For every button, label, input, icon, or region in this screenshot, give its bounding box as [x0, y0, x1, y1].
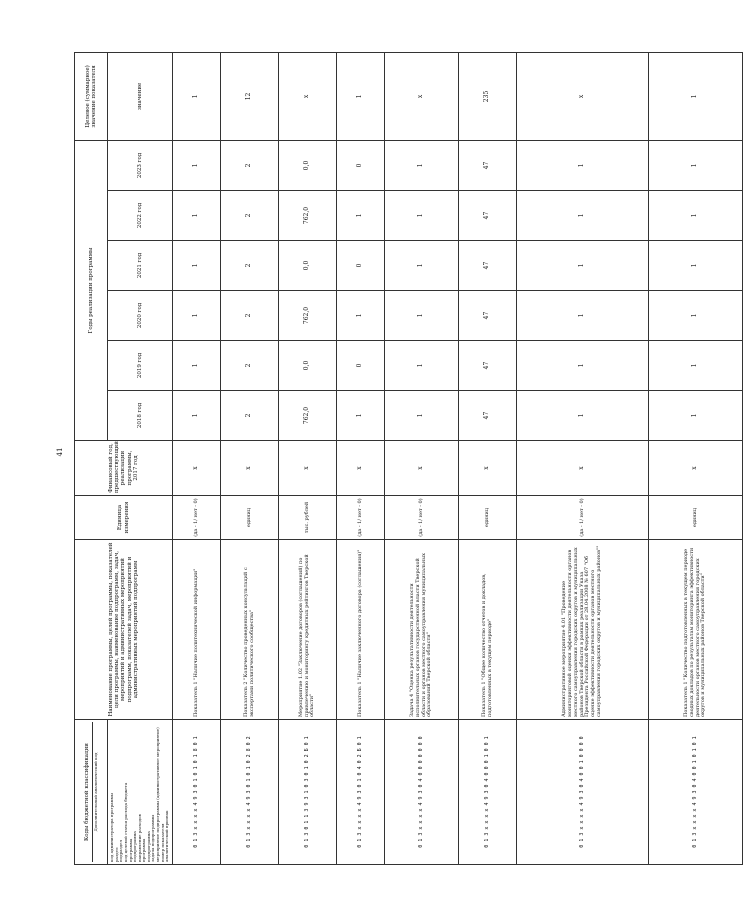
year-value-cell: 1 [517, 241, 649, 291]
base-year-cell: x [649, 441, 743, 496]
year-header-2020: 2020 год [108, 291, 173, 341]
year-value-cell: 0,0 [279, 341, 337, 391]
kbk-csr-label: код целевой статьи расхода бюджета [122, 782, 128, 862]
base-year-cell: x [279, 441, 337, 496]
year-value-cell: 2 [221, 191, 279, 241]
kbk-title: Коды бюджетной классификации [83, 743, 90, 841]
year-value-cell: 0 [337, 341, 385, 391]
year-value-cell: 1 [385, 140, 459, 190]
year-value-cell: 762,0 [279, 291, 337, 341]
base-year-cell: x [385, 441, 459, 496]
year-value-cell: 47 [459, 341, 517, 391]
unit-cell: (да - 1/ нет - 0) [517, 496, 649, 540]
year-value-cell: 0 [337, 241, 385, 291]
kbk-subheaders [108, 720, 173, 865]
year-value-cell: 1 [173, 391, 221, 441]
table-row [517, 52, 649, 864]
final-value-cell: 1 [173, 52, 221, 140]
base-year-cell: x [173, 441, 221, 496]
unit-cell: единиц [459, 496, 517, 540]
kbk-csr-napr-label: направление расходов [136, 814, 142, 862]
year-header-2019: 2019 год [108, 341, 173, 391]
year-value-cell: 762,0 [279, 191, 337, 241]
year-value-cell: 47 [459, 241, 517, 291]
budget-code-cell: 0 1 3 x x x x 4 9 3 0 4 0 0 1 0 1 0 1 [649, 720, 743, 865]
table-row [173, 52, 221, 864]
page-number: 41 [56, 447, 64, 457]
rotated-table-sheet [74, 53, 707, 865]
unit-cell: единиц [221, 496, 279, 540]
year-value-cell: 2 [221, 140, 279, 190]
kbk-header [75, 720, 108, 865]
budget-code-cell: 0 1 3 0 1 1 3 9 3 1 0 3 0 1 0 2 Б 0 1 [279, 720, 337, 865]
table-row [279, 52, 337, 864]
year-value-cell: 1 [649, 241, 743, 291]
kbk-csr-podprogram-label: подпрограмма [132, 831, 138, 862]
dop-title: Дополнительный аналитический код [92, 722, 99, 862]
year-value-cell: 1 [385, 191, 459, 241]
year-value-cell: 762,0 [279, 391, 337, 441]
base-year-cell: x [459, 441, 517, 496]
year-value-cell: 47 [459, 391, 517, 441]
final-header: Целевое (суммарное) значение показателя [75, 52, 108, 140]
year-value-cell: 1 [337, 291, 385, 341]
final-value-cell: x [279, 52, 337, 140]
year-value-cell: 47 [459, 140, 517, 190]
table-row [337, 52, 385, 864]
year-header-2022: 2022 год [108, 191, 173, 241]
year-value-cell: 1 [173, 140, 221, 190]
year-value-cell: 47 [459, 191, 517, 241]
dop-col-2: задача подпрограммы [150, 814, 156, 862]
year-value-cell: 1 [385, 391, 459, 441]
budget-code-cell: 0 1 3 x x x x 4 9 3 0 1 0 1 0 2 8 0 2 [221, 720, 279, 865]
base-year-cell: x [221, 441, 279, 496]
year-value-cell: 2 [221, 391, 279, 441]
table-row [221, 52, 279, 864]
final-value-cell: 235 [459, 52, 517, 140]
budget-code-cell: 0 1 3 x x x x 4 9 3 0 4 0 0 0 1 0 0 1 [459, 720, 517, 865]
year-value-cell: 0,0 [279, 140, 337, 190]
budget-code-cell: 0 1 3 x x x x 4 9 3 0 4 0 0 0 0 0 0 0 [385, 720, 459, 865]
final-value-cell: 1 [649, 52, 743, 140]
year-value-cell: 2 [221, 291, 279, 341]
year-value-cell: 1 [649, 341, 743, 391]
years-header: Годы реализации программы [75, 140, 108, 440]
final-value-cell: 1 [337, 52, 385, 140]
dop-col-0: программа [141, 838, 147, 862]
base-year-cell: x [517, 441, 649, 496]
table-row [649, 52, 743, 864]
table-row [385, 52, 459, 864]
dop-col-4: номер показателя [159, 823, 165, 862]
year-value-cell: 1 [649, 291, 743, 341]
year-value-cell: 1 [173, 241, 221, 291]
final-value-cell: 12 [221, 52, 279, 140]
final-subheader: значение [108, 52, 173, 140]
indicator-name-cell: Показатель 1 "Наличие политехнической информации" [173, 540, 221, 720]
year-value-cell: 1 [173, 341, 221, 391]
unit-cell: (да - 1/ нет - 0) [385, 496, 459, 540]
year-value-cell: 1 [517, 391, 649, 441]
table-row [459, 52, 517, 864]
year-value-cell: 47 [459, 291, 517, 341]
indicator-name-cell: Показатель 1 "Наличие заключенного договора (соглашения)" [337, 540, 385, 720]
final-value-cell: x [517, 52, 649, 140]
year-value-cell: 1 [517, 140, 649, 190]
base-year-header: Финансовый год, предшествующий реализации программы, 2017 год [75, 441, 173, 496]
dop-col-5: аналитический признак [164, 810, 170, 862]
year-value-cell: 1 [173, 191, 221, 241]
indicator-name-cell: Показатель 2 "Количество проведенных консультаций с экспертами политического сообщества" [221, 540, 279, 720]
indicator-name-cell: Задача 4 "Оценка результативности деятельности исполнительных органов государственной власти Тверской области и органов местного самоуправления муниципальных образований Тверской области" [385, 540, 459, 720]
unit-cell: тыс. рублей [279, 496, 337, 540]
table-body [173, 52, 743, 864]
unit-header: Единица измерения [75, 496, 173, 540]
indicator-name-cell: Показатель 1 "Количество подготовленных в текущем периоде сводных докладов по результатам мониторинга эффективности деятельности органов местного самоуправления городских округов и муниципальных районов Тверской области" [649, 540, 743, 720]
budget-code-cell: 0 1 3 x x x x 4 9 3 0 1 0 4 0 2 Б 0 1 [337, 720, 385, 865]
year-value-cell: 0 [337, 140, 385, 190]
unit-cell: (да - 1/ нет - 0) [337, 496, 385, 540]
budget-code-cell: 0 1 3 x x x x 4 9 3 0 4 0 0 1 0 0 0 0 [517, 720, 649, 865]
kbk-admin-label: код администратора программы [109, 793, 115, 862]
year-value-cell: 2 [221, 341, 279, 391]
program-indicators-table [74, 52, 743, 865]
final-value-cell: x [385, 52, 459, 140]
indicator-name-cell: Мероприятие 1.02 "Заключение договоров (соглашений) по привлечению и мониторингу кредитных рейтингов Тверской области" [279, 540, 337, 720]
unit-cell: (да - 1/ нет - 0) [173, 496, 221, 540]
year-value-cell: 1 [385, 341, 459, 391]
year-value-cell: 1 [337, 391, 385, 441]
budget-code-cell: 0 1 3 x x x x 4 9 3 0 1 0 1 0 1 8 0 1 [173, 720, 221, 865]
kbk-podrazdel-label: подраздел [118, 839, 124, 862]
year-value-cell: 1 [385, 241, 459, 291]
year-header-2023: 2023 год [108, 140, 173, 190]
name-header: Наименование программы, целей программы, показателей цели программы, наименование подпрограмм, задач, мероприятий и административных мероприятий подпрограмм, показателей задач, мероприятий и административных мероприятий подпрограмм [75, 540, 173, 720]
dop-col-3: мероприятие подпрограммы (административное мероприятие) [155, 727, 161, 862]
year-value-cell: 1 [649, 140, 743, 190]
kbk-csr-program-label: программа [127, 838, 133, 862]
year-value-cell: 0,0 [279, 241, 337, 291]
year-value-cell: 1 [517, 191, 649, 241]
year-value-cell: 1 [385, 291, 459, 341]
year-value-cell: 1 [649, 191, 743, 241]
year-value-cell: 1 [173, 291, 221, 341]
year-header-2021: 2021 год [108, 241, 173, 291]
unit-cell: единиц [649, 496, 743, 540]
year-value-cell: 1 [337, 191, 385, 241]
indicator-name-cell: Показатель 1 "Общее количество отчетов и докладов, подготовленных в текущем периоде" [459, 540, 517, 720]
base-year-cell: x [337, 441, 385, 496]
year-value-cell: 1 [517, 291, 649, 341]
year-value-cell: 1 [517, 341, 649, 391]
kbk-razdel-label: раздел [113, 847, 119, 862]
year-value-cell: 2 [221, 241, 279, 291]
year-header-2018: 2018 год [108, 391, 173, 441]
indicator-name-cell: Административное мероприятие 4.01 "Проведение мониторинговой оценки эффективности деятельности органов местного самоуправления городских округов и муниципальных районов Тверской области в рамках реализации Указа Президента Российской Федерации от 28.04.2008 № 607 "Об оценке эффективности деятельности органов местного самоуправления городских округов и муниципальных районов"" [517, 540, 649, 720]
dop-col-1: подпрограмма [145, 831, 151, 862]
year-value-cell: 1 [649, 391, 743, 441]
